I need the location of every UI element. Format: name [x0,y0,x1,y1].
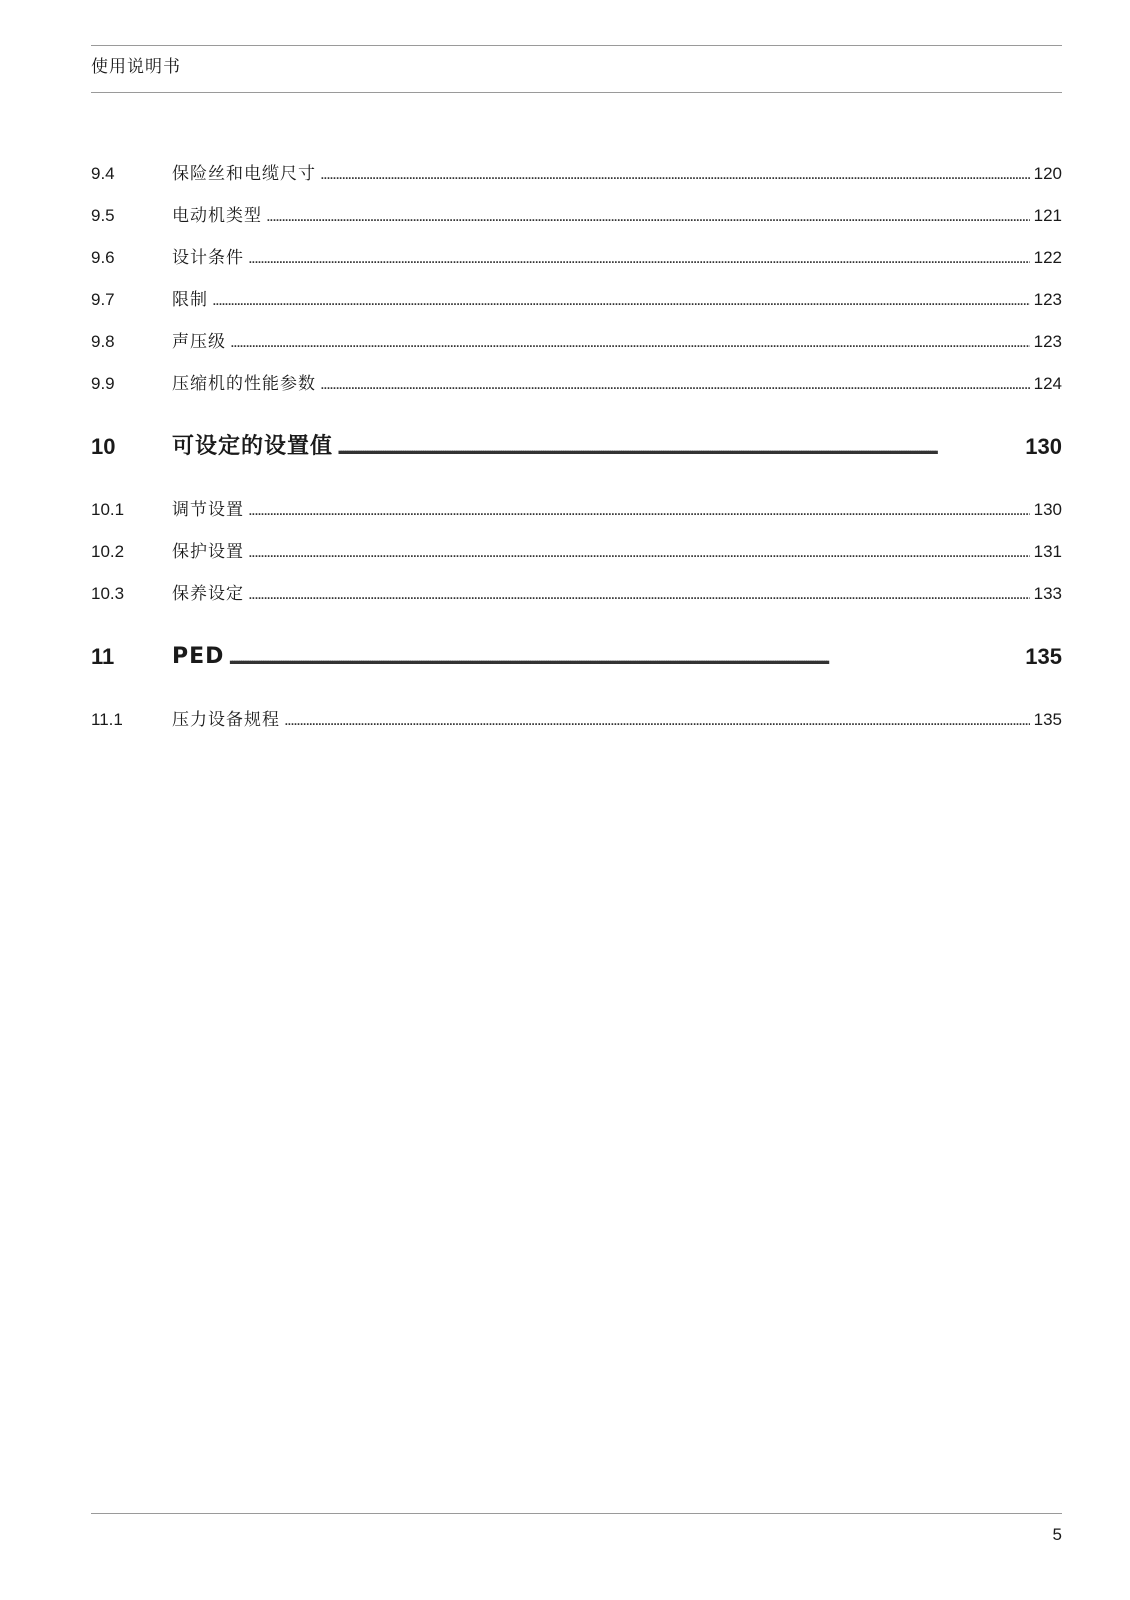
toc-dot-leader [248,498,1030,522]
toc-entry-number: 10.2 [91,542,125,561]
toc-dot-leader [248,582,1030,606]
toc-dot-leader [248,246,1030,270]
toc-dot-leader [337,432,1021,462]
toc-entry-title: 电动机类型 [172,206,262,226]
toc-entry[interactable] [91,160,1062,186]
header-top-rule [91,45,1062,46]
toc-entry-page: 133 [1033,584,1062,603]
toc-entry-page: 121 [1033,206,1062,225]
toc-entry-number: 9.8 [91,332,115,351]
page-number: 5 [1052,1525,1062,1544]
toc-entry[interactable] [91,286,1062,312]
toc-dot-leader [212,288,1030,312]
toc-chapter-page: 130 [1025,434,1062,459]
toc-entry-number: 9.6 [91,248,115,267]
toc-entry-title: 限制 [172,290,208,310]
toc-entry-page: 123 [1033,332,1062,351]
toc-entry[interactable] [91,328,1062,354]
toc-entry-title: 设计条件 [172,248,244,268]
toc-chapter-title: 可设定的设置值 [172,434,334,459]
document-title: 使用说明书 [91,57,181,77]
toc-entry[interactable] [91,580,1062,606]
toc-entry-page: 122 [1033,248,1062,267]
toc-entry-number: 10.1 [91,500,125,519]
toc-chapter-number: 11 [91,644,115,669]
toc-entry-title: 保养设定 [172,584,244,604]
toc-entry[interactable] [91,244,1062,270]
toc-entry-title: 压缩机的性能参数 [172,374,316,394]
header-bottom-rule [91,92,1062,93]
toc-dot-leader [228,642,1021,672]
toc-entry-title: 压力设备规程 [172,710,280,730]
toc-dot-leader [320,372,1030,396]
toc-entry[interactable] [91,202,1062,228]
toc-entry[interactable] [91,370,1062,396]
toc-entry-title: 保险丝和电缆尺寸 [172,164,316,184]
toc-entry[interactable] [91,496,1062,522]
toc-entry-page: 135 [1033,710,1062,729]
toc-entry-page: 120 [1033,164,1062,183]
toc-entry-number: 11.1 [91,710,123,729]
toc-entry-number: 9.5 [91,206,115,225]
toc-chapter-title: PED [172,644,225,669]
toc-chapter-entry[interactable] [91,430,1062,462]
toc-entry-page: 131 [1033,542,1062,561]
toc-entry-page: 123 [1033,290,1062,309]
toc-entry-number: 10.3 [91,584,125,603]
toc-entry[interactable] [91,706,1062,732]
toc-chapter-page: 135 [1025,644,1062,669]
footer-rule [91,1513,1062,1514]
toc-dot-leader [320,162,1030,186]
toc-entry-number: 9.7 [91,290,115,309]
toc-dot-leader [266,204,1030,228]
toc-dot-leader [284,708,1030,732]
toc-dot-leader [230,330,1030,354]
toc-entry-title: 保护设置 [172,542,244,562]
toc-chapter-entry[interactable] [91,640,1062,672]
toc-entry-page: 130 [1033,500,1062,519]
toc-dot-leader [248,540,1030,564]
toc-entry-number: 9.4 [91,164,115,183]
toc-chapter-number: 10 [91,434,116,459]
toc-entry-title: 调节设置 [172,500,244,520]
toc-entry-title: 声压级 [172,332,226,352]
toc-entry[interactable] [91,538,1062,564]
toc-entry-number: 9.9 [91,374,115,393]
toc-entry-page: 124 [1033,374,1062,393]
